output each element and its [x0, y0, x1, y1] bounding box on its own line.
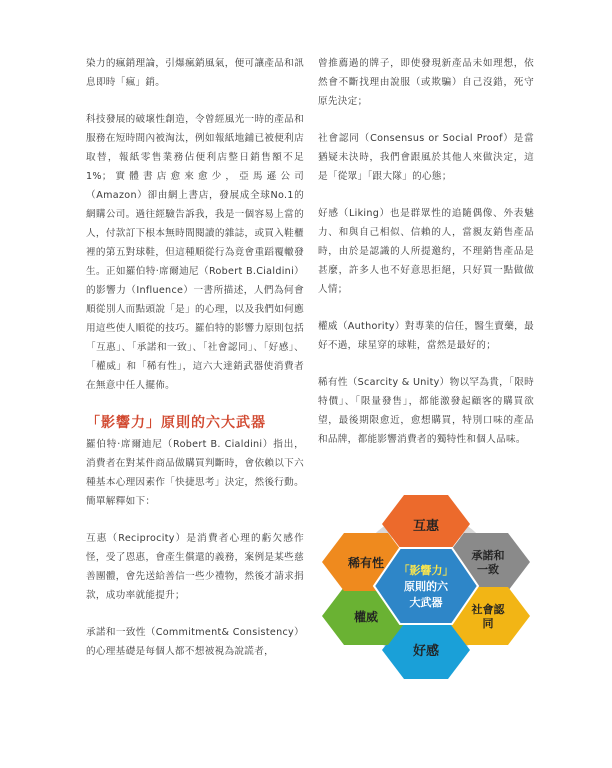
right-paragraph-4: 權威（Authority）對專業的信任，醫生賣藥，最好不過，球星穿的球鞋，當然是最好的；: [318, 321, 534, 351]
left-paragraph-1: 染力的瘋銷理論，引爆瘋銷風氣，便可讓產品和訊息即時「瘋」銷。: [86, 58, 304, 88]
left-paragraph-5: 承諾和一致性（Commitment& Consistency）的心理基礎是每個人都不想被視為說謊者，: [86, 627, 304, 657]
left-paragraph-4: 互惠（Reciprocity）是消費者心理的虧欠感作怪，受了恩惠，會產生償還的義務，案例是某些慈善團體，會先送給善信一些少禮物，然後才請求捐款，成功率就能提升；: [86, 533, 304, 601]
label-scarcity: 稀有性: [347, 556, 385, 570]
label-social-proof-line2: 同: [482, 617, 494, 630]
center-title-line2: 原則的六: [404, 580, 448, 593]
right-column: [318, 54, 534, 467]
label-commitment-line1: 承諾和: [471, 549, 505, 562]
center-title-line1: 「影響力」: [398, 564, 454, 577]
influence-hexagon-diagram: [318, 488, 534, 684]
right-paragraph-3: 好感（Liking）也是群眾性的追隨偶像、外表魅力、和與自己相似、信賴的人，當親友銷售產品時，由於是認識的人所提邀約，不理銷售產品是甚麼，許多人也不好意思拒絕，只好買一點做做人情；: [318, 208, 534, 295]
label-reciprocity: 互惠: [412, 519, 440, 534]
left-paragraph-3: 羅伯特·席爾迪尼（Robert B. Cialdini）指出，消費者在對某件商品做購買判斷時，會依賴以下六種基本心理因素作「快捷思考」決定，然後行動。簡單解釋如下：: [86, 439, 304, 507]
hexagon-diagram-svg: [318, 488, 534, 684]
label-authority: 權威: [353, 610, 379, 624]
right-paragraph-2: 社會認同（Consensus or Social Proof）是當猶疑未決時，我們會跟風於其他人來做決定，這是「從眾」「跟大隊」的心態；: [318, 133, 534, 182]
left-paragraph-2: 科技發展的破壞性創造，令曾經風光一時的產品和服務在短時間內被淘汰，例如報紙地鋪已被便利店取替，報紙零售業務佔便利店整日銷售額不足1%；實體書店愈來愈少，亞馬遜公司（Amazon）卻由網上書店，發展成全球No.1的網購公司。過往經驗告訴我，我是一個容易上當的人，付款訂下根本無時間閱讀的雜誌，或買入鞋櫃裡的第五對球鞋，但這種順從行為竟會重蹈覆轍發生。正如羅伯特·席爾迪尼（Robert B.Cialdini）的影響力（Influence）一書所描述，人們為何會順從別人而點頭說「是」的心理，以及我們如何應用這些使人順從的技巧。羅伯特的影響力原則包括「互惠」、「承諾和一致」、「社會認同」、「好感」、「權威」和「稀有性」，這六大達銷武器使消費者在無意中任人擺佈。: [86, 114, 304, 391]
label-liking: 好感: [412, 644, 440, 659]
section-title: 「影響力」原則的六大武器: [86, 415, 266, 431]
center-title-line3: 大武器: [409, 596, 443, 609]
label-commitment-line2: 一致: [477, 563, 499, 576]
label-social-proof-line1: 社會認: [471, 603, 505, 616]
right-paragraph-5: 稀有性（Scarcity & Unity）物以罕為貴，「限時特價」、「限量發售」，都能激發起顧客的購買欲望，最後期限愈近，愈想購買，特別口味的產品和品牌，都能影響消費者的獨特性和個人品味。: [318, 377, 534, 445]
right-paragraph-1: 曾推薦過的牌子，即使發現新產品未如理想，依然會不斷找理由說服（或欺騙）自己沒錯，死守原先決定；: [318, 58, 534, 107]
left-column: [86, 54, 304, 679]
